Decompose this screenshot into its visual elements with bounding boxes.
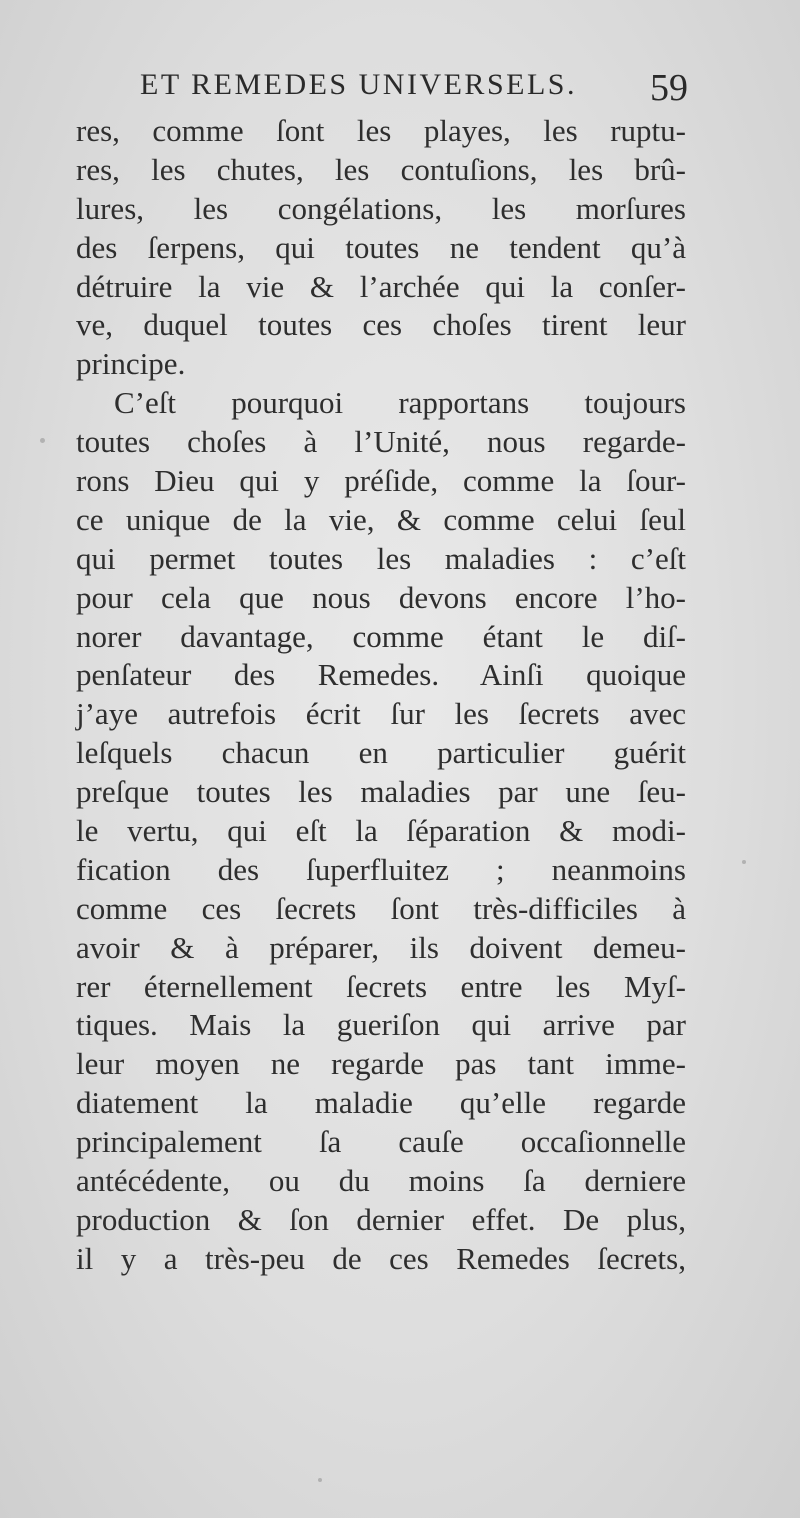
- text-line: ce unique de la vie, & comme celui ſeul: [76, 501, 686, 537]
- text-line: lures, les congélations, les morſures: [76, 190, 686, 226]
- paper-speck: [742, 860, 746, 864]
- text-line: preſque toutes les maladies par une ſeu-: [76, 774, 686, 810]
- text-line: production & ſon dernier effet. De plus,: [76, 1201, 686, 1237]
- text-line: penſateur des Remedes. Ainſi quoique: [76, 657, 686, 693]
- page-number: 59: [650, 67, 688, 109]
- text-line: qui permet toutes les maladies : c’eſt: [76, 540, 686, 576]
- text-line: leur moyen ne regarde pas tant imme-: [76, 1046, 686, 1082]
- text-line: fication des ſuperfluitez ; neanmoins: [76, 851, 686, 887]
- text-line: j’aye autrefois écrit ſur les ſecrets avec: [76, 696, 686, 732]
- text-line: avoir & à préparer, ils doivent demeu-: [76, 929, 686, 965]
- text-line: leſquels chacun en particulier guérit: [76, 735, 686, 771]
- text-line: toutes choſes à l’Unité, nous regarde-: [76, 424, 686, 460]
- text-line: le vertu, qui eſt la ſéparation & modi-: [76, 813, 686, 849]
- running-header: [140, 68, 700, 112]
- text-line: norer davantage, comme étant le diſ-: [76, 618, 686, 654]
- text-line: res, les chutes, les contuſions, les brû-: [76, 151, 686, 187]
- text-line: res, comme ſont les playes, les ruptu-: [76, 113, 686, 148]
- text-line: comme ces ſecrets ſont très-difficiles à: [76, 890, 686, 926]
- running-head-title: ET REMEDES UNIVERSELS.: [140, 68, 577, 101]
- text-line: ve, duquel toutes ces choſes tirent leur: [76, 307, 686, 343]
- text-line: rer éternellement ſecrets entre les Myſ-: [76, 968, 686, 1004]
- text-line: antécédente, ou du moins ſa derniere: [76, 1163, 686, 1199]
- text-line: des ſerpens, qui toutes ne tendent qu’à: [76, 229, 686, 265]
- body-text: [76, 112, 686, 1279]
- paragraph-first-line: C’eſt pourquoi rapportans toujours: [114, 385, 686, 421]
- text-line: pour cela que nous devons encore l’ho-: [76, 579, 686, 615]
- text-line: tiques. Mais la gueriſon qui arrive par: [76, 1007, 686, 1043]
- paper-speck: [40, 438, 45, 443]
- text-line: rons Dieu qui y préſide, comme la ſour-: [76, 463, 686, 499]
- text-line: il y a très-peu de ces Remedes ſecrets,: [76, 1240, 686, 1276]
- text-line: détruire la vie & l’archée qui la conſer-: [76, 268, 686, 304]
- paper-speck: [318, 1478, 322, 1482]
- text-line: diatement la maladie qu’elle regarde: [76, 1085, 686, 1121]
- text-line: principe.: [76, 346, 186, 382]
- text-line: principalement ſa cauſe occaſionnelle: [76, 1124, 686, 1160]
